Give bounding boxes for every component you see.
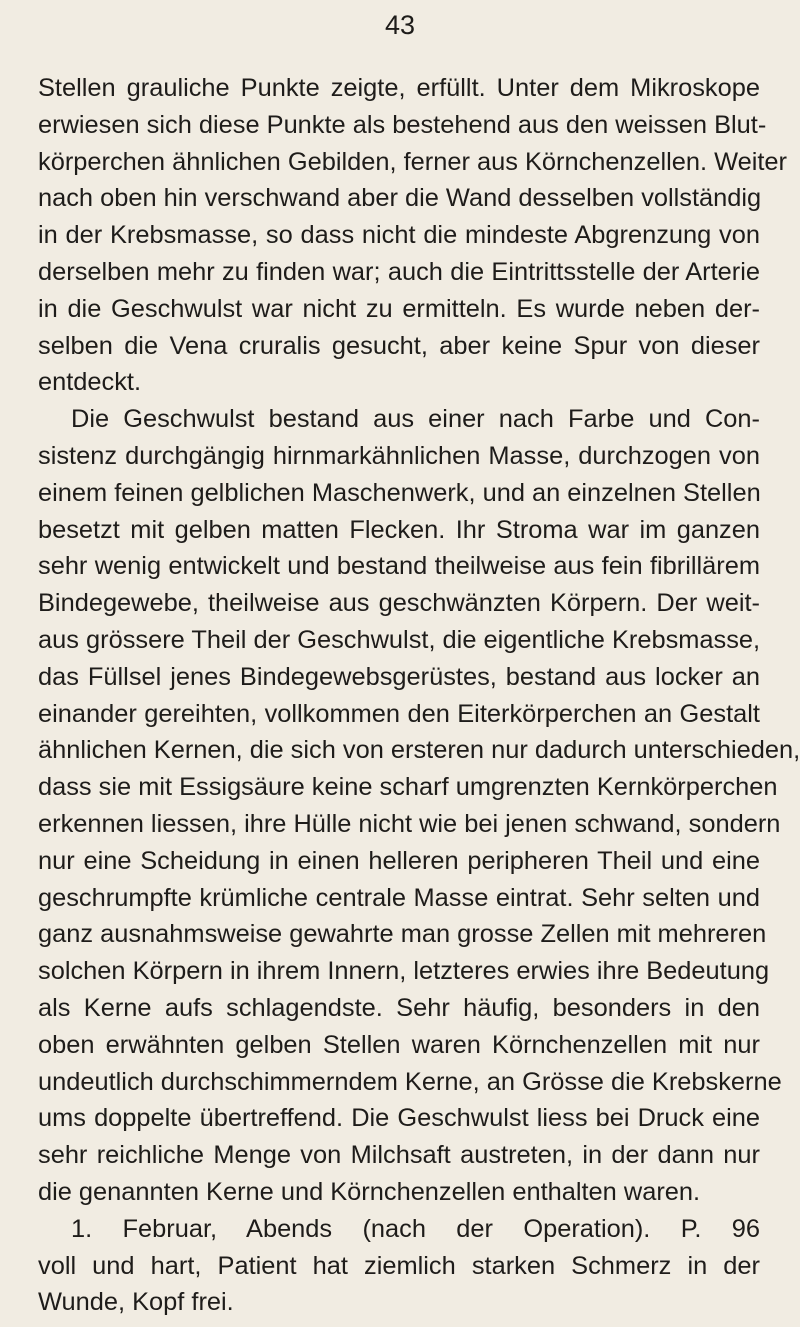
text-line: dass sie mit Essigsäure keine scharf umgrenzten Kernkörperchen xyxy=(38,773,778,802)
text-line: erwiesen sich diese Punkte als bestehend aus den weissen Blut- xyxy=(38,110,767,139)
text-line: die genannten Kerne und Körnchenzellen enthalten waren. xyxy=(38,1177,701,1206)
text-line: geschrumpfte krümliche centrale Masse eintrat. Sehr selten und xyxy=(38,883,760,912)
text-line: oben erwähnten gelben Stellen waren Körnchenzellen mit nur xyxy=(38,1030,760,1059)
text-line: ähnlichen Kernen, die sich von ersteren nur dadurch unterschieden, xyxy=(38,736,800,765)
text-line: einem feinen gelblichen Maschenwerk, und an einzelnen Stellen xyxy=(38,478,761,507)
text-line: nach oben hin verschwand aber die Wand desselben vollständig xyxy=(38,184,762,213)
text-line: körperchen ähnlichen Gebilden, ferner aus Körnchenzellen. Weiter xyxy=(38,147,787,176)
text-line: Die Geschwulst bestand aus einer nach Farbe und Con- xyxy=(71,405,760,434)
text-line: nur eine Scheidung in einen helleren peripheren Theil und eine xyxy=(38,846,760,875)
text-line: Bindegewebe, theilweise aus geschwänzten Körpern. Der weit- xyxy=(38,589,760,618)
text-line: sistenz durchgängig hirnmarkähnlichen Masse, durchzogen von xyxy=(38,441,760,470)
text-line: selben die Vena cruralis gesucht, aber keine Spur von dieser xyxy=(38,331,760,360)
body-text xyxy=(38,70,800,1321)
text-line: aus grössere Theil der Geschwulst, die eigentliche Krebsmasse, xyxy=(38,625,761,654)
text-line: erkennen liessen, ihre Hülle nicht wie bei jenen schwand, sondern xyxy=(38,809,781,838)
text-line: Stellen grauliche Punkte zeigte, erfüllt. Unter dem Mikroskope xyxy=(38,74,760,102)
text-line: einander gereihten, vollkommen den Eiterkörperchen an Gestalt xyxy=(38,699,760,728)
text-line: voll und hart, Patient hat ziemlich starken Schmerz in der xyxy=(38,1251,760,1280)
text-line: undeutlich durchschimmerndem Kerne, an Grösse die Krebskerne xyxy=(38,1067,782,1096)
text-line: solchen Körpern in ihrem Innern, letzteres erwies ihre Bedeutung xyxy=(38,957,770,986)
text-line: als Kerne aufs schlagendste. Sehr häufig, besonders in den xyxy=(38,993,760,1022)
text-line: in die Geschwulst war nicht zu ermitteln. Es wurde neben der- xyxy=(38,294,760,323)
text-line: 1. Februar, Abends (nach der Operation). P. 96 xyxy=(71,1214,760,1243)
text-line: derselben mehr zu finden war; auch die Eintrittsstelle der Arterie xyxy=(38,257,760,286)
page-number: 43 xyxy=(384,10,416,40)
text-line: besetzt mit gelben matten Flecken. Ihr Stroma war im ganzen xyxy=(38,515,760,544)
text-line: sehr reichliche Menge von Milchsaft austreten, in der dann nur xyxy=(38,1141,760,1170)
text-line: ganz ausnahmsweise gewahrte man grosse Zellen mit mehreren xyxy=(38,920,767,949)
text-line: Wunde, Kopf frei. xyxy=(38,1288,234,1317)
text-line: ums doppelte übertreffend. Die Geschwulst liess bei Druck eine xyxy=(38,1104,760,1133)
text-line: in der Krebsmasse, so dass nicht die mindeste Abgrenzung von xyxy=(38,221,760,250)
text-line: sehr wenig entwickelt und bestand theilweise aus fein fibrillärem xyxy=(38,552,760,581)
text-line: entdeckt. xyxy=(38,368,142,397)
text-line: das Füllsel jenes Bindegewebsgerüstes, bestand aus locker an xyxy=(38,662,760,691)
